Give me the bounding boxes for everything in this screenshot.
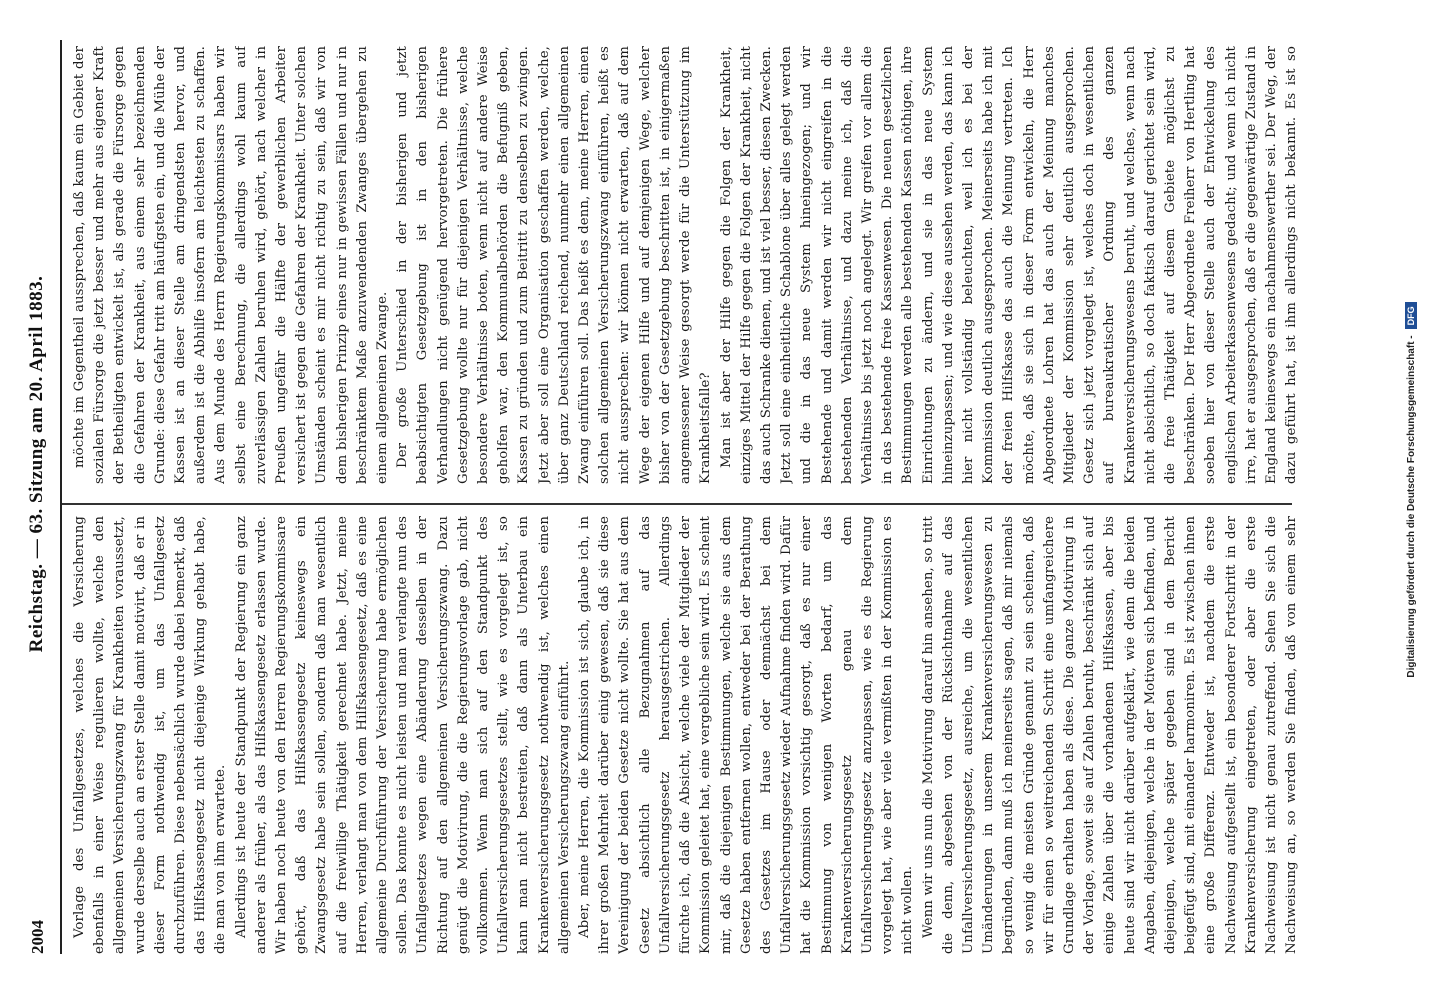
paragraph: Allerdings ist heute der Standpunkt der Regierung ein ganz anderer als früher, als das Hilfskassengesetz erlassen wurde. Wir haben noch heute von den Herren Regierungskommissare gehört, daß das Hilfskassengesetz keineswegs ein Zwangsgesetz habe sein sollen, sondern daß man wesentlich auf die freiwillige Thätigkeit gerechnet habe. Jetzt, meine Herren, verlangt man von dem Hilfskassengesetz, daß es eine allgemeine Durchführung der Versicherung habe ermöglichen sollen. Das konnte es nicht leisten und man verlangte nun des Unfallgesetzes wegen eine Abänderung desselben in der Richtung auf den allgemeinen Versicherungszwang. Dazu genügt die Motivirung, die die Regierungsvorlage gab, nicht vollkommen. Wenn man sich auf den Standpunkt des Unfallversicherungsgesetzes stellt, wie es vorgelegt ist, so kann man nicht bestreiten, daß dann als Unterbau ein Krankenversicherungsgesetz nothwendig ist, welches einen allgemeinen Versicherungszwang einführt.	[233, 516, 572, 954]
column-divider	[62, 503, 1292, 505]
digitization-credit	[1405, 130, 1417, 850]
credit-text: Digitalisierung gefördert durch die Deutsche Forschungsgemeinschaft -	[1406, 335, 1417, 678]
paragraph: Wenn wir uns nun die Motivirung darauf hin ansehen, so tritt die denn, abgesehen von der Rücksichtnahme auf das Unfallversicherungsgesetz, ausreiche, um die wesentlichen Umänderungen in unserem Krankenversicherungswesen zu begründen, dann muß ich meinerseits sagen, daß mir niemals so wenig die meisten Gründe genannt zu sein scheinen, daß wir für einen so weitreichenden Schritt eine umfangreichere Grundlage erhalten haben als diese. Die ganze Motivirung in der Vorlage, soweit sie auf Zahlen beruht, beschränkt sich auf einige Zahlen über die vorhandenen Hilfskassen, aber bis heute sind wir nicht darüber aufgeklärt, wie denn die beiden Angaben, diejenigen, welche in der Motiven sich befinden, und diejenigen, welche später gegeben sind in dem Bericht beigefügt sind, mit einander harmoniren. Es ist zwischen ihnen eine große Differenz. Entweder ist, nachdem die erste Nachweisung aufgestellt ist, ein besonderer Fortschritt in der Krankenversicherung eingetreten, oder aber die erste Nachweisung ist nicht genau zutreffend. Sehen Sie sich die Nachweisung an, so werden Sie finden, daß von einem sehr	[920, 516, 1300, 954]
paragraph: Vorlage des Unfallgesetzes, welches die Versicherung ebenfalls in einer Weise regulieren wollte, welche den allgemeinen Versicherungszwang für Krankheiten voraussetzt, wurde derselbe auch an erster Stelle damit motivirt, daß er in dieser Form nothwendig ist, um das Unfallgesetz durchzuführen. Diese nebensächlich wurde dabei bemerkt, daß das Hilfskassengesetz nicht diejenige Wirkung gehabt habe, die man von ihm erwartete.	[72, 516, 229, 954]
running-title: Reichstag. — 63. Sitzung am 20. April 1883.	[26, 275, 47, 653]
text-column-left	[70, 516, 1300, 954]
paragraph: möchte im Gegentheil aussprechen, daß kaum ein Gebiet der sozialen Fürsorge die jetzt besser und mehr aus eigener Kraft der Betheiligten entwickelt ist, als gerade die Fürsorge gegen die Gefahren der Krankheit, aus einem sehr bezeichnenden Grunde: diese Gefahr tritt am häufigsten ein, und die Mühe der Kassen ist an dieser Stelle am dringendsten hervor, und außerdem ist die Abhilfe insofern am leichtesten zu schaffen. Aus dem Munde des Herrn Regierungskommissars haben wir selbst eine Berechnung, die allerdings wohl kaum auf zuverlässigen Zahlen beruhen wird, gehört, nach welcher in Preußen ungefähr die Hälfte der gewerblichen Arbeiter versichert ist gegen die Gefahren der Krankheit. Unter solchen Umständen scheint es mir nicht richtig zu sein, daß wir von dem bisherigen Prinzip eines nur in gewissen Fällen und nur in beschränktem Maße anzuwendenden Zwanges übergehen zu einem allgemeinen Zwange.	[72, 46, 391, 484]
page-header	[26, 40, 56, 954]
header-rule	[60, 40, 62, 954]
paragraph: Der große Unterschied in der bisherigen und jetzt beabsichtigten Gesetzgebung ist in den bisherigen Verhandlungen nicht genügend hervorgetreten. Die frühere Gesetzgebung wollte nur für diejenigen Verhältnisse, welche besondere Verhältnisse boten, wenn nicht auf andere Weise geholfen war, den Kommunalbehörden die Befugniß geben, Kassen zu gründen und zum Beitritt zu denselben zu zwingen. Jetzt aber soll eine Organisation geschaffen werden, welche, über ganz Deutschland reichend, nunmehr einen allgemeinen Zwang einführen soll. Das heißt es denn, meine Herren, einen solchen allgemeinen Versicherungszwang einführen, heißt es nicht aussprechen: wir können nicht erwarten, daß auf dem Wege der eigenen Hilfe und auf demjenigen Wege, welcher bisher von der Gesetzgebung beschritten ist, in einigermaßen angemessener Weise gesorgt werde für die Unterstützung im Krankheitsfalle?	[395, 46, 714, 484]
page-number: 2004	[28, 920, 47, 954]
paragraph: Aber, meine Herren, die Kommission ist sich, glaube ich, in ihrer großen Mehrheit darüber einig gewesen, daß sie diese Vereinigung der beiden Gesetze nicht wollte. Sie hat aus dem Gesetz absichtlich alle Bezugnahmen auf das Unfallversicherungsgesetz herausgestrichen. Allerdings fürchte ich, daß die Absicht, welche viele der Mitglieder der Kommission geleitet hat, eine vergebliche sein wird. Es scheint mir, daß die diejenigen Bestimmungen, welche sie aus dem Gesetze haben entfernen wollen, entweder bei der Berathung des Gesetzes im Hause oder demnächst bei dem Unfallversicherungsgesetz wieder Aufnahme finden wird. Dafür hat die Kommission vorsichtig gesorgt, daß es nur einer Bestimmung von wenigen Worten bedarf, um das Krankenversicherungsgesetz genau dem Unfallversicherungsgesetz anzupassen, wie es die Regierung vorgelegt hat, wie aber viele vermißten in der Kommission es nicht wollen.	[577, 516, 916, 954]
text-column-right	[70, 46, 1300, 484]
paragraph: Man ist aber der Hilfe gegen die Folgen der Krankheit, einziges Mittel der Hilfe gegen die Folgen der Krankheit, nicht das auch Schranke dienen, und ist viel besser, diesen Zwecken. Jetzt soll eine einheitliche Schablone über alles gelegt werden und die in das neue System hineingezogen; und wir Bestehende und damit werden wir nicht eingreifen in die bestehenden Verhältnisse, und dazu meine ich, daß die Verhältnisse bis jetzt noch angelegt. Wir greifen vor allem die in das bestehende freie Kassenwesen. Die neuen gesetzlichen Bestimmungen werden alle bestehenden Kassen nöthigen, ihre Einrichtungen zu ändern, und sie in das neue System hineinzupassen; und wie diese aussehen werden, das kann ich hier nicht vollständig beleuchten, weil ich es bei der Kommission deutlich ausgesprochen. Meinerseits habe ich mit der freien Hilfskasse das auch die Meinung vertreten. Ich möchte, daß sie sich in dieser Form entwickeln, die Herr Abgeordnete Lohren hat das auch der Meinung manches Mitglieder der Kommission sehr deutlich ausgesprochen. Gesetz sich jetzt vorgelegt ist, welches doch in wesentlichen auf bureaukratischer Ordnung des ganzen Krankenversicherungswesens beruht, und welches, wenn nach nicht absichtlich, so doch faktisch darauf gerichtet sein wird, die freie Thätigkeit auf diesem Gebiete möglichst zu beschränken. Der Herr Abgeordnete Freiherr von Hertling hat soeben hier von dieser Stelle auch der Entwickelung des englischen Arbeiterkassenwesens gedacht; und wenn ich nicht irre, hat er ausgesprochen, daß er die gegenwärtige Zustand in England keineswegs ein nachahmenswerther sei. Der Weg, der dazu geführt hat, ist ihm allerdings nicht bekannt. Es ist so	[718, 46, 1300, 484]
dfg-logo: DFG	[1405, 302, 1417, 329]
